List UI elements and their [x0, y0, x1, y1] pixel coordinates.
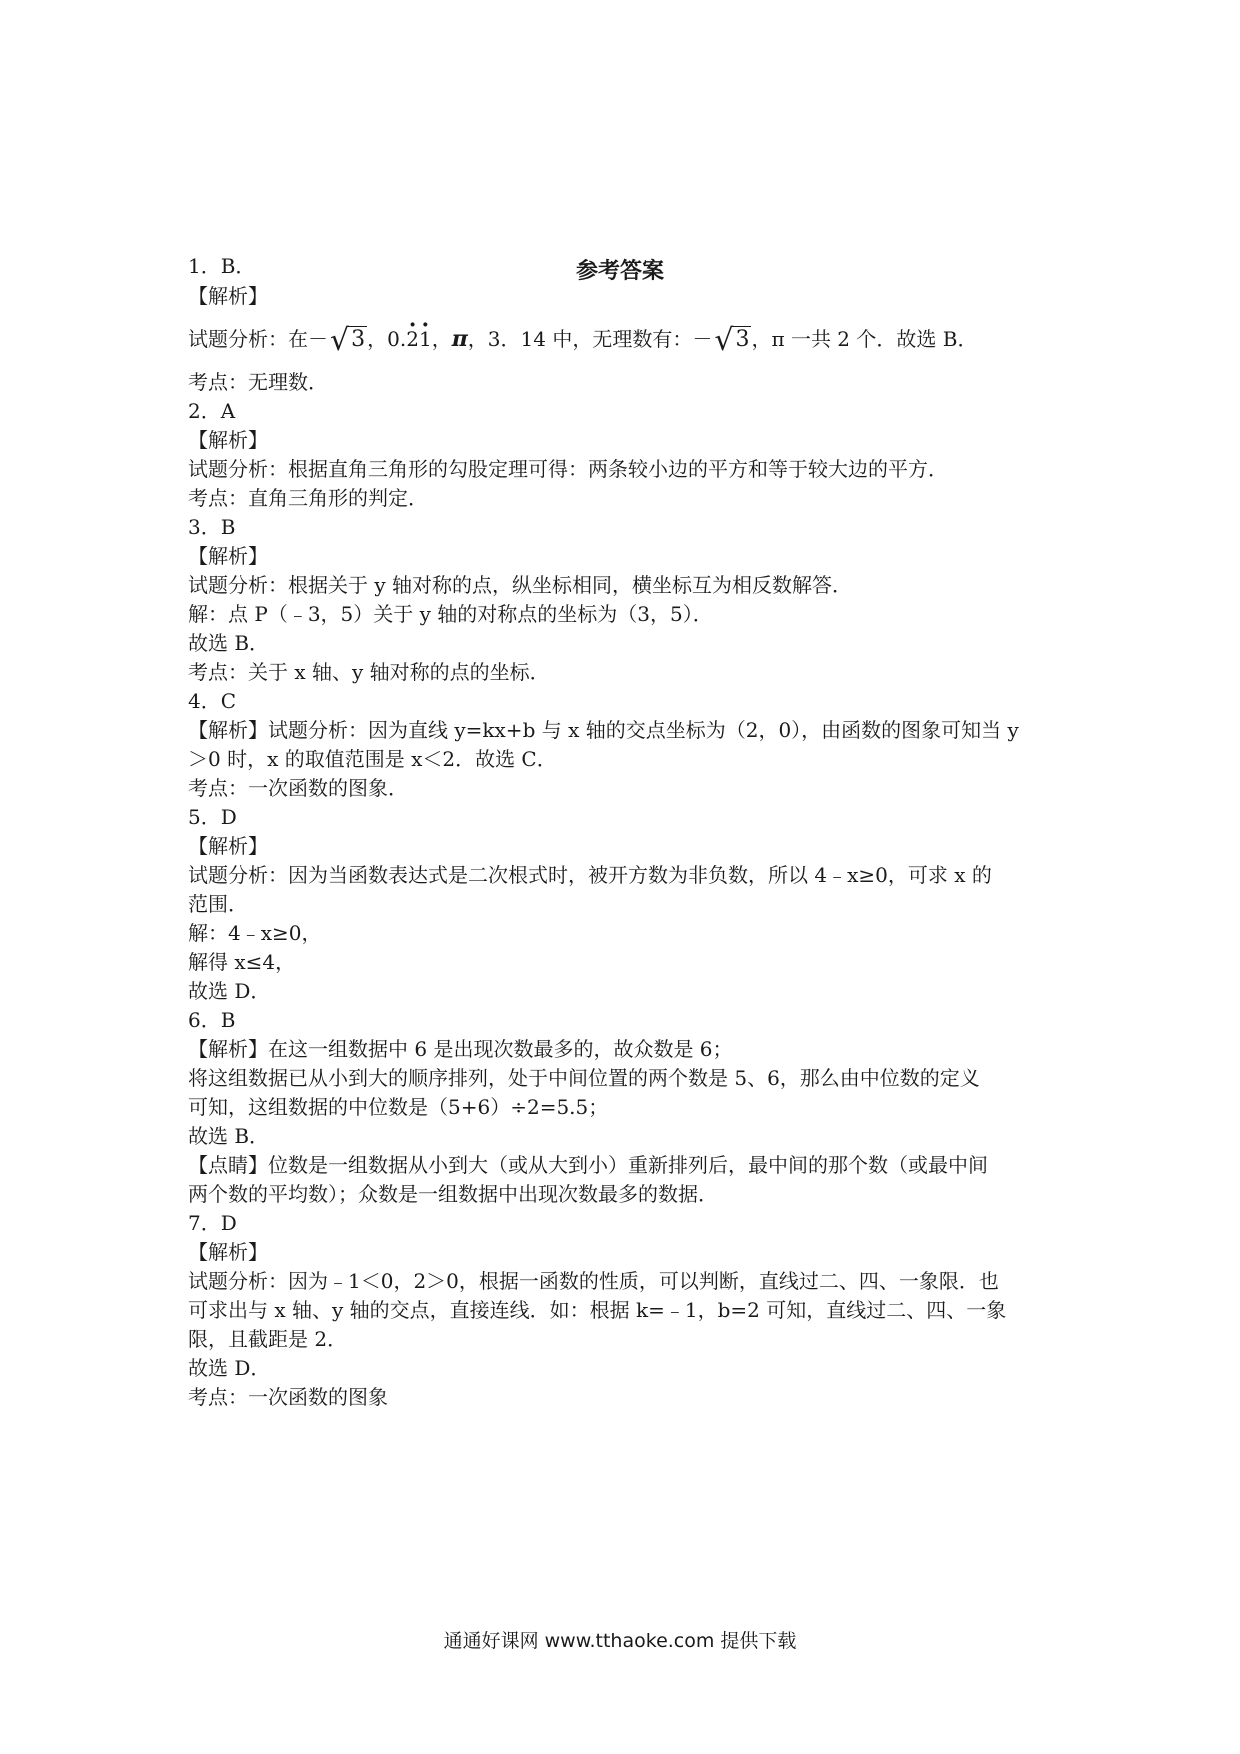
sqrt-radicand: 3	[351, 327, 366, 352]
q7-choice: 故选 D．	[188, 1356, 271, 1380]
decimal-lead: 0.	[387, 327, 407, 351]
q3-solution: 解：点 P（﹣3，5）关于 y 轴的对称点的坐标为（3，5）．	[188, 602, 713, 626]
q6-analysis-line1: 【解析】在这一组数据中 6 是出现次数最多的，故众数是 6；	[188, 1037, 733, 1061]
repeating-decimal	[387, 327, 432, 351]
q1-label: 【解析】	[188, 284, 268, 308]
q6-analysis-line2: 将这组数据已从小到大的顺序排列，处于中间位置的两个数是 5、6，那么由中位数的定义	[188, 1066, 980, 1090]
q3-answer: 3．B	[188, 515, 236, 539]
sqrt-radicand: 3	[735, 327, 750, 352]
q6-answer: 6．B	[188, 1008, 236, 1032]
q1-analysis	[188, 323, 1068, 358]
page-footer: 通通好课网 www.tthaoke.com 提供下载	[443, 1630, 797, 1652]
q2-analysis: 试题分析：根据直角三角形的勾股定理可得：两条较小边的平方和等于较大边的平方．	[188, 457, 948, 481]
q3-point: 考点：关于 x 轴、y 轴对称的点的坐标．	[188, 660, 550, 684]
separator: ，	[431, 327, 452, 351]
q4-answer: 4．C	[188, 689, 237, 713]
sqrt-3-expression: √3	[330, 323, 366, 358]
q5-choice: 故选 D．	[188, 979, 271, 1003]
q5-solution-1: 解：4﹣x≥0，	[188, 921, 322, 945]
q1-analysis-mid: ，3．14 中，无理数有：－	[467, 327, 713, 351]
q2-point: 考点：直角三角形的判定．	[188, 486, 428, 510]
q5-answer: 5．D	[188, 805, 237, 829]
q7-analysis-line1: 试题分析：因为﹣1＜0，2＞0，根据一函数的性质，可以判断，直线过二、四、一象限．也	[188, 1269, 999, 1293]
separator: ，	[367, 327, 388, 351]
q4-analysis-line2: ＞0 时，x 的取值范围是 x＜2．故选 C．	[188, 747, 557, 771]
q6-choice: 故选 B．	[188, 1124, 270, 1148]
q4-analysis-line1: 【解析】试题分析：因为直线 y=kx+b 与 x 轴的交点坐标为（2，0），由函数的图象可知当 y	[188, 718, 1019, 742]
q2-answer: 2．A	[188, 399, 236, 423]
q5-analysis-line1: 试题分析：因为当函数表达式是二次根式时，被开方数为非负数，所以 4﹣x≥0，可求 x 的	[188, 863, 992, 887]
repeating-digit: · 2	[406, 325, 419, 353]
q3-label: 【解析】	[188, 544, 268, 568]
q7-analysis-line2: 可求出与 x 轴、y 轴的交点，直接连线．如：根据 k=﹣1，b=2 可知，直线过二、四、一象	[188, 1298, 1007, 1322]
q1-point: 考点：无理数．	[188, 370, 328, 394]
q5-solution-2: 解得 x≤4，	[188, 950, 296, 974]
q1-analysis-prefix: 试题分析：在－	[188, 327, 328, 351]
q6-analysis-line3: 可知，这组数据的中位数是（5+6）÷2=5.5；	[188, 1095, 609, 1119]
pi-symbol: π	[451, 326, 468, 352]
q5-label: 【解析】	[188, 834, 268, 858]
q7-point: 考点：一次函数的图象	[188, 1385, 388, 1409]
q1-answer: 1．B．	[188, 254, 256, 278]
repeating-digit: · 1	[419, 325, 432, 353]
q5-analysis-line2: 范围．	[188, 892, 248, 916]
q7-analysis-line3: 限，且截距是 2．	[188, 1327, 348, 1351]
q3-analysis: 试题分析：根据关于 y 轴对称的点，纵坐标相同，横坐标互为相反数解答．	[188, 573, 853, 597]
sqrt-3-expression: √3	[714, 323, 750, 358]
q2-label: 【解析】	[188, 428, 268, 452]
q4-point: 考点：一次函数的图象．	[188, 776, 408, 800]
q6-note-line2: 两个数的平均数）；众数是一组数据中出现次数最多的数据．	[188, 1182, 718, 1206]
q7-answer: 7．D	[188, 1211, 237, 1235]
q6-note-line1: 【点睛】位数是一组数据从小到大（或从大到小）重新排列后，最中间的那个数（或最中间	[188, 1153, 988, 1177]
q3-choice: 故选 B．	[188, 631, 270, 655]
q7-label: 【解析】	[188, 1240, 268, 1264]
q1-analysis-suffix: ，π 一共 2 个．故选 B．	[751, 327, 978, 351]
page-title: 参考答案	[575, 259, 664, 284]
